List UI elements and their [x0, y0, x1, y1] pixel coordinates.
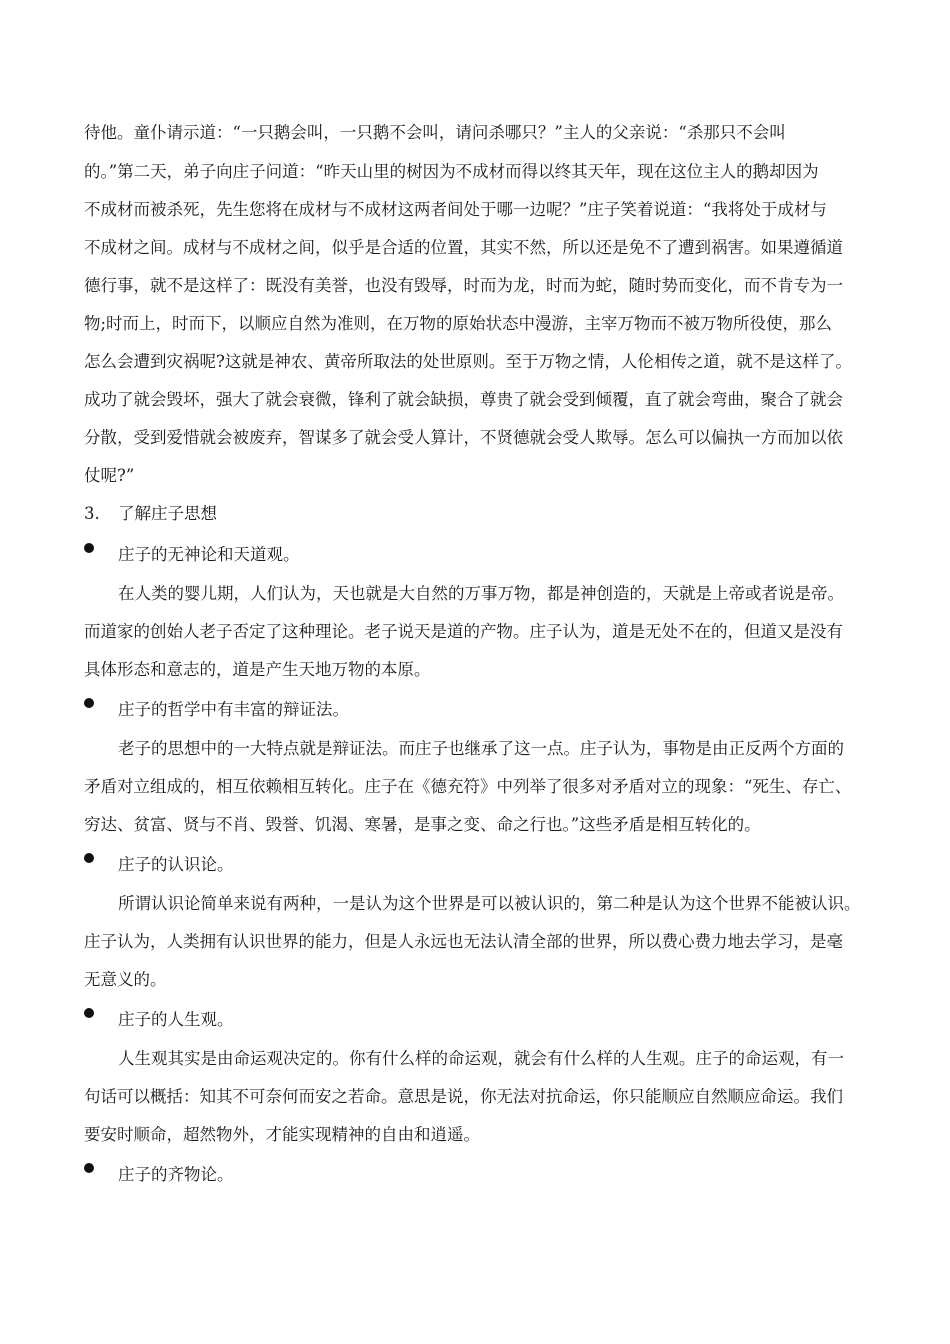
story-line: 仗呢?” [84, 466, 135, 485]
bullet-icon [84, 853, 94, 863]
bullet-body-line: 具体形态和意志的，道是产生天地万物的本原。 [84, 660, 431, 679]
story-line: 待他。童仆请示道：“一只鹅会叫，一只鹅不会叫，请问杀哪只？”主人的父亲说：“杀那只不会叫 [84, 123, 786, 142]
bullet-body-line: 句话可以概括：知其不可奈何而安之若命。意思是说，你无法对抗命运，你只能顺应自然顺应命运。我们 [84, 1087, 843, 1106]
bullet-body-line: 要安时顺命，超然物外，才能实现精神的自由和逍遥。 [84, 1125, 480, 1144]
bullet-body-line: 矛盾对立组成的，相互依赖相互转化。庄子在《德充符》中列举了很多对矛盾对立的现象：“死生、存亡、 [84, 777, 852, 796]
bullet-heading: 庄子的齐物论。 [118, 1165, 234, 1184]
story-line: 物;时而上，时而下，以顺应自然为准则，在万物的原始状态中漫游，主宰万物而不被万物所役使，那么 [84, 314, 833, 333]
bullet-heading: 庄子的哲学中有丰富的辩证法。 [118, 700, 349, 719]
bullet-icon [84, 698, 94, 708]
bullet-heading: 庄子的无神论和天道观。 [118, 545, 300, 564]
bullet-heading: 庄子的人生观。 [118, 1010, 234, 1029]
bullet-body-line: 在人类的婴儿期，人们认为，天也就是大自然的万事万物，都是神创造的，天就是上帝或者说是帝。 [118, 584, 844, 603]
bullet-icon [84, 1163, 94, 1173]
story-line: 分散，受到爱惜就会被废弃，智谋多了就会受人算计，不贤德就会受人欺辱。怎么可以偏执一方而加以依 [84, 428, 843, 447]
story-line: 成功了就会毁坏，强大了就会衰微，锋利了就会缺损，尊贵了就会受到倾覆，直了就会弯曲，聚合了就会 [84, 390, 843, 409]
bullet-heading: 庄子的认识论。 [118, 855, 234, 874]
bullet-body-line: 所谓认识论简单来说有两种，一是认为这个世界是可以被认识的，第二种是认为这个世界不能被认识。 [118, 894, 861, 913]
bullet-icon [84, 543, 94, 553]
bullet-icon [84, 1008, 94, 1018]
bullet-body-line: 老子的思想中的一大特点就是辩证法。而庄子也继承了这一点。庄子认为，事物是由正反两个方面的 [118, 739, 844, 758]
bullet-body-line: 人生观其实是由命运观决定的。你有什么样的命运观，就会有什么样的人生观。庄子的命运观，有一 [118, 1049, 844, 1068]
story-line: 德行事，就不是这样了：既没有美誉，也没有毁辱，时而为龙，时而为蛇，随时势而变化，而不肯专为一 [84, 276, 843, 295]
story-line: 的。”第二天，弟子向庄子问道：“昨天山里的树因为不成材而得以终其天年，现在这位主人的鹅却因为 [84, 162, 819, 181]
story-line: 怎么会遭到灾祸呢?这就是神农、黄帝所取法的处世原则。至于万物之情，人伦相传之道，就不是这样了。 [84, 352, 852, 371]
bullet-body-line: 无意义的。 [84, 970, 167, 989]
section-number: 3. [84, 504, 100, 523]
bullet-body-line: 而道家的创始人老子否定了这种理论。老子说天是道的产物。庄子认为，道是无处不在的，但道又是没有 [84, 622, 843, 641]
story-line: 不成材之间。成材与不成材之间，似乎是合适的位置，其实不然，所以还是免不了遭到祸害。如果遵循道 [84, 238, 843, 257]
story-line: 不成材而被杀死，先生您将在成材与不成材这两者间处于哪一边呢？”庄子笑着说道：“我将处于成材与 [84, 200, 827, 219]
bullet-body-line: 庄子认为，人类拥有认识世界的能力，但是人永远也无法认清全部的世界，所以费心费力地去学习，是毫 [84, 932, 843, 951]
bullet-body-line: 穷达、贫富、贤与不肖、毁誉、饥渴、寒暑，是事之变、命之行也。”这些矛盾是相互转化的。 [84, 815, 761, 834]
section-title: 了解庄子思想 [118, 504, 217, 523]
